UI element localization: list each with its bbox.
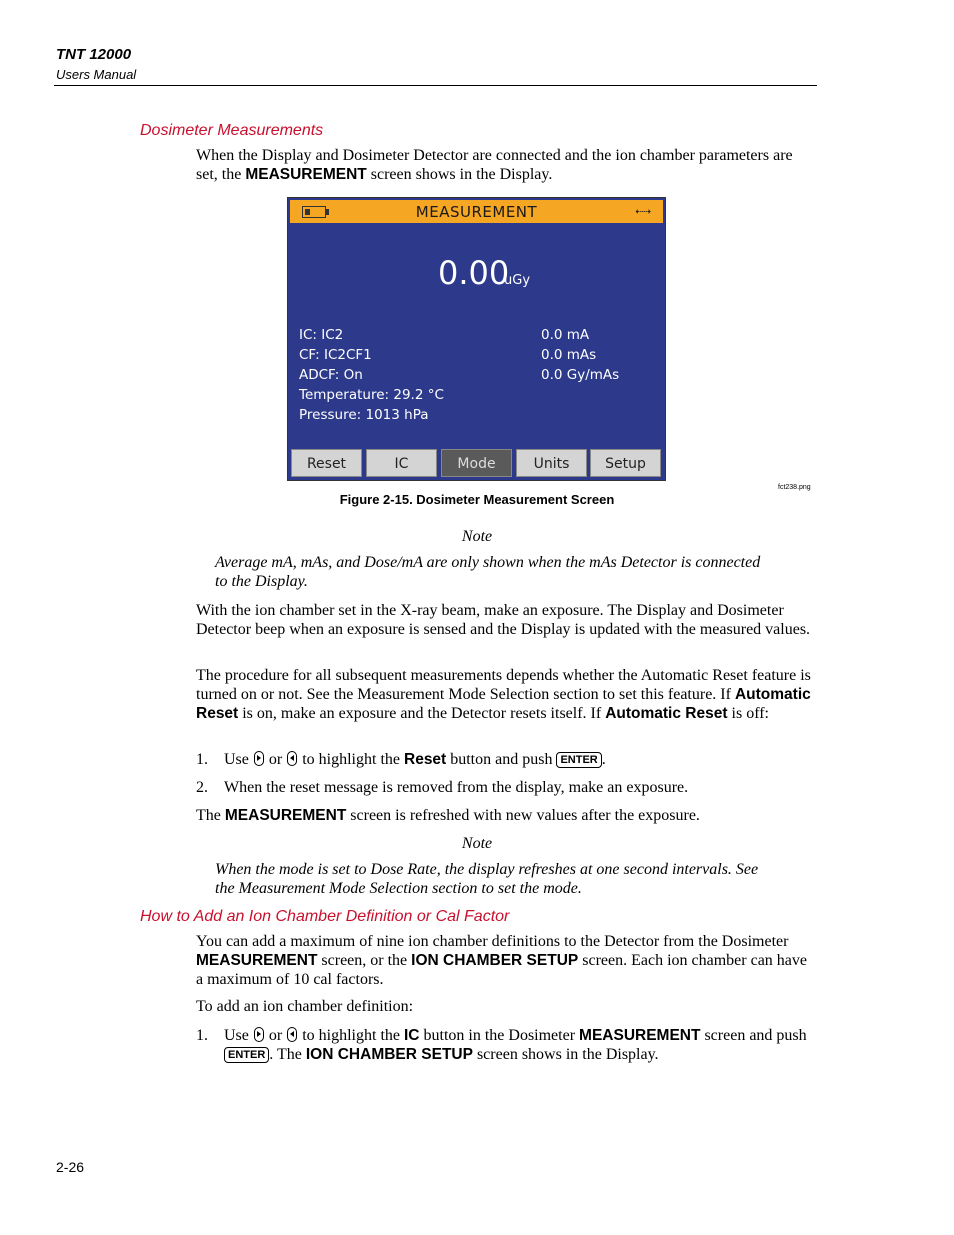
manual-title: TNT 12000 — [56, 46, 132, 63]
temperature-line: Temperature: 29.2 °C — [299, 387, 444, 403]
softkey-mode: Mode — [441, 449, 512, 477]
figure-caption: Figure 2-15. Dosimeter Measurement Screen — [339, 492, 615, 507]
cf-line: CF: IC2CF1 — [299, 347, 372, 363]
softkey-reset: Reset — [291, 449, 362, 477]
enter-key-icon: ENTER — [224, 1047, 269, 1063]
screen-title: MEASUREMENT — [415, 203, 538, 221]
note-title: Note — [461, 528, 493, 545]
gy-per-mas-line: 0.0 Gy/mAs — [541, 367, 620, 383]
left-arrow-key-icon — [287, 751, 297, 766]
section-heading-dosimeter: Dosimeter Measurements — [140, 122, 324, 139]
page-number: 2-26 — [56, 1159, 85, 1175]
mas-line: 0.0 mAs — [541, 347, 597, 363]
adcf-line: ADCF: On — [299, 367, 363, 383]
right-arrow-key-icon — [254, 1027, 264, 1042]
softkey-units: Units — [516, 449, 587, 477]
softkey-ic: IC — [366, 449, 437, 477]
note-text: When the mode is set to Dose Rate, the display refreshes at one second intervals. See the Measurement Mode Selection section to set the mode. — [215, 861, 759, 897]
softkey-row — [290, 449, 663, 478]
exposure-paragraph: With the ion chamber set in the X-ray beam, make an exposure. The Display and Dosimeter Detector beep when an exposure is sensed and the Display is updated with the measured values. — [196, 602, 811, 638]
enter-key-icon: ENTER — [556, 752, 601, 768]
measurement-screen-figure — [287, 197, 666, 481]
manual-subtitle: Users Manual — [56, 67, 137, 82]
note-text: Average mA, mAs, and Dose/mA are only shown when the mAs Detector is connected to the Display. — [215, 554, 761, 590]
usb-icon: ⇠⇢ — [635, 204, 651, 219]
ic-line: IC: IC2 — [299, 327, 344, 343]
intro-paragraph: When the Display and Dosimeter Detector are connected and the ion chamber parameters are set, the MEASUREMENT screen shows in the Display. — [196, 147, 793, 183]
screen-title-bar — [290, 200, 663, 223]
dose-unit: uGy — [504, 273, 531, 288]
left-arrow-key-icon — [287, 1027, 297, 1042]
note-title: Note — [461, 835, 493, 852]
dose-reading: 0.00 — [438, 254, 510, 292]
section-heading-add-ion-chamber: How to Add an Ion Chamber Definition or Cal Factor — [140, 908, 510, 925]
add-definition-lead: To add an ion chamber definition: — [196, 998, 414, 1015]
figure-file-ref: fct238.png — [778, 484, 811, 491]
header-divider — [54, 85, 817, 86]
softkey-setup: Setup — [590, 449, 661, 477]
procedure-paragraph: The procedure for all subsequent measurements depends whether the Automatic Reset feature is turned on or not. See the Measurement Mode Selection section to set this feature. If Automatic Reset is on, make an exposure and the Detector resets itself. If Automatic Reset is off: — [196, 667, 811, 722]
refresh-paragraph: The MEASUREMENT screen is refreshed with new values after the exposure. — [196, 807, 700, 824]
right-arrow-key-icon — [254, 751, 264, 766]
pressure-line: Pressure: 1013 hPa — [299, 407, 429, 423]
ma-line: 0.0 mA — [541, 327, 590, 343]
max-definitions-paragraph: You can add a maximum of nine ion chamber definitions to the Detector from the Dosimeter MEASUREMENT screen, or the ION CHAMBER SETUP screen. Each ion chamber can have a maximum of 10 cal factors. — [196, 933, 807, 988]
